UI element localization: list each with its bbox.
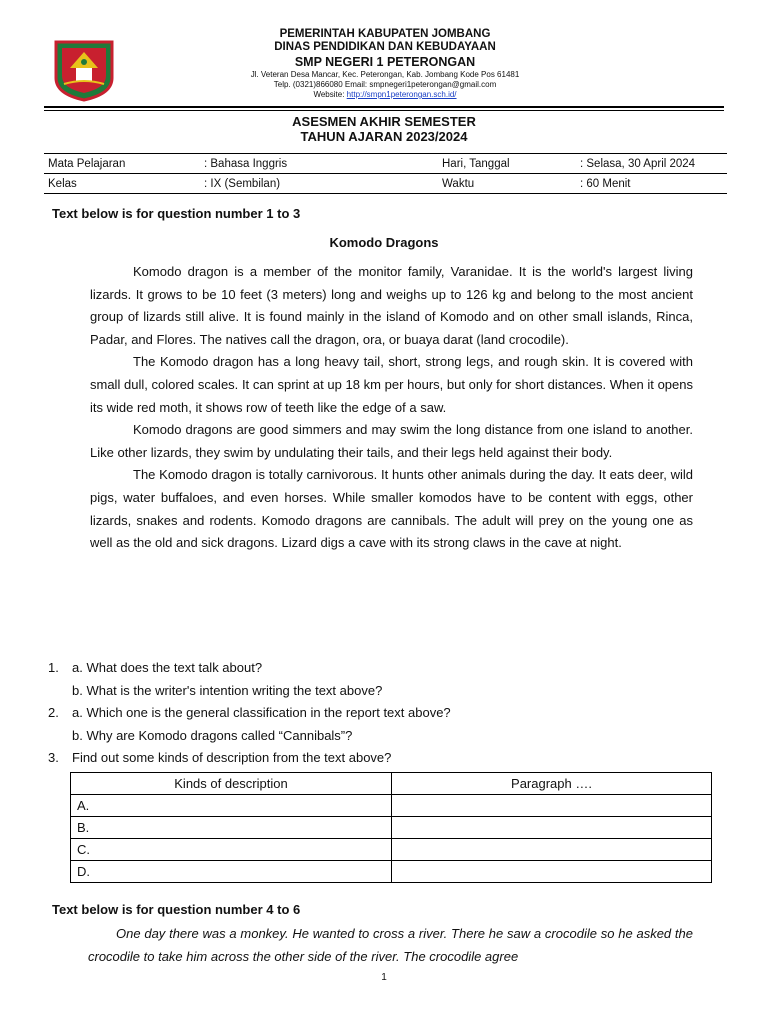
question-number: 3. [48, 750, 59, 766]
website-label: Website: [313, 90, 345, 99]
answer-cell[interactable] [392, 817, 712, 839]
answer-cell[interactable] [392, 795, 712, 817]
letterhead-rule [44, 106, 724, 108]
table-row [71, 795, 712, 817]
question-text: Find out some kinds of description from the text above? [72, 750, 392, 766]
school-website [130, 90, 640, 100]
class-value: : IX (Sembilan) [200, 174, 438, 194]
question-item [48, 657, 708, 680]
page-number: 1 [381, 972, 387, 983]
exam-title [0, 114, 768, 144]
section1-label: Text below is for question number 1 to 3 [52, 206, 301, 221]
question-text: b. Why are Komodo dragons called “Cannibals”? [72, 727, 353, 743]
column-header-kinds: Kinds of description [71, 773, 392, 795]
question-text: b. What is the writer's intention writing the text above? [72, 682, 383, 698]
exam-title-line1: ASESMEN AKHIR SEMESTER [292, 114, 476, 129]
question-number: 2. [48, 705, 59, 721]
passage-paragraph: Komodo dragons are good simmers and may swim the long distance from one island to another. Like other lizards, they swim by undulating their tails, and their legs held against their body. [90, 422, 693, 460]
question-item [48, 702, 708, 725]
row-label: A. [71, 795, 392, 817]
question-item [48, 680, 708, 703]
regency-emblem-icon [50, 38, 118, 102]
info-row [44, 154, 727, 174]
letterhead-rule-thin [44, 110, 724, 111]
passage-heading: Komodo Dragons [329, 235, 439, 250]
answer-cell[interactable] [392, 861, 712, 883]
question-item [48, 725, 708, 748]
row-label: D. [71, 861, 392, 883]
passage-paragraph: Komodo dragon is a member of the monitor family, Varanidae. It is the world's largest living lizards. It grows to be 10 feet (3 meters) long and weighs up to 126 kg and belong to the most ancient group of lizards still alive. It is found mainly in the island of Komodo and on other small islands, Rinca, Padar, and Flores. The natives call the dragon, ora, or buaya darat (land crocodile). [90, 264, 693, 347]
komodo-passage [90, 261, 693, 555]
answer-cell[interactable] [392, 839, 712, 861]
description-answer-table [70, 772, 712, 883]
exam-info-table [44, 153, 727, 194]
section2-label: Text below is for question number 4 to 6 [52, 902, 301, 917]
subject-value: : Bahasa Inggris [200, 154, 438, 174]
time-value: : 60 Menit [576, 174, 727, 194]
question-text: a. Which one is the general classification in the report text above? [72, 705, 451, 721]
day-value: : Selasa, 30 April 2024 [576, 154, 727, 174]
school-name: SMP NEGERI 1 PETERONGAN [294, 55, 476, 69]
passage-paragraph: One day there was a monkey. He wanted to cross a river. There he saw a crocodile so he asked the crocodile to take him across the other side of the river. The crocodile agree [88, 926, 693, 964]
school-address: Jl. Veteran Desa Mancar, Kec. Peterongan, Kab. Jombang Kode Pos 61481 [250, 70, 520, 79]
question-item [48, 747, 708, 770]
table-header-row [71, 773, 712, 795]
passage-paragraph: The Komodo dragon has a long heavy tail, short, strong legs, and rough skin. It is covered with small dull, colored scales. It can sprint at up 18 km per hours, but only for short distances. When it opens its wide red moth, it shows row of teeth like the edge of a saw. [90, 354, 693, 415]
monkey-passage [88, 922, 693, 968]
time-label: Waktu [438, 174, 576, 194]
class-label: Kelas [44, 174, 200, 194]
row-label: C. [71, 839, 392, 861]
school-contact: Telp. (0321)866080 Email: smpnegeri1peterongan@gmail.com [273, 80, 497, 89]
question-list [48, 657, 708, 770]
passage-paragraph: The Komodo dragon is totally carnivorous. It hunts other animals during the day. It eats deer, wild pigs, water buffaloes, and even horses. While smaller komodos have to be content with eggs, other lizards, snakes and rodents. Komodo dragons are cannibals. The adult will prey on the young one as well as the old and sick dragons. Lizard digs a cave with its strong claws in the cave at night. [90, 467, 693, 551]
table-row [71, 839, 712, 861]
row-label: B. [71, 817, 392, 839]
website-link[interactable]: http://smpn1peterongan.sch.id/ [346, 90, 457, 99]
table-row [71, 817, 712, 839]
exam-title-line2: TAHUN AJARAN 2023/2024 [300, 129, 468, 144]
question-text: a. What does the text talk about? [72, 660, 263, 675]
subject-label: Mata Pelajaran [44, 154, 200, 174]
day-label: Hari, Tanggal [438, 154, 576, 174]
letterhead-line1: PEMERINTAH KABUPATEN JOMBANG [279, 28, 491, 40]
letterhead [130, 28, 640, 100]
table-row [71, 861, 712, 883]
column-header-paragraph: Paragraph …. [392, 773, 712, 795]
info-row [44, 174, 727, 194]
question-number: 1. [48, 660, 59, 675]
letterhead-line2: DINAS PENDIDIKAN DAN KEBUDAYAAN [274, 41, 496, 53]
